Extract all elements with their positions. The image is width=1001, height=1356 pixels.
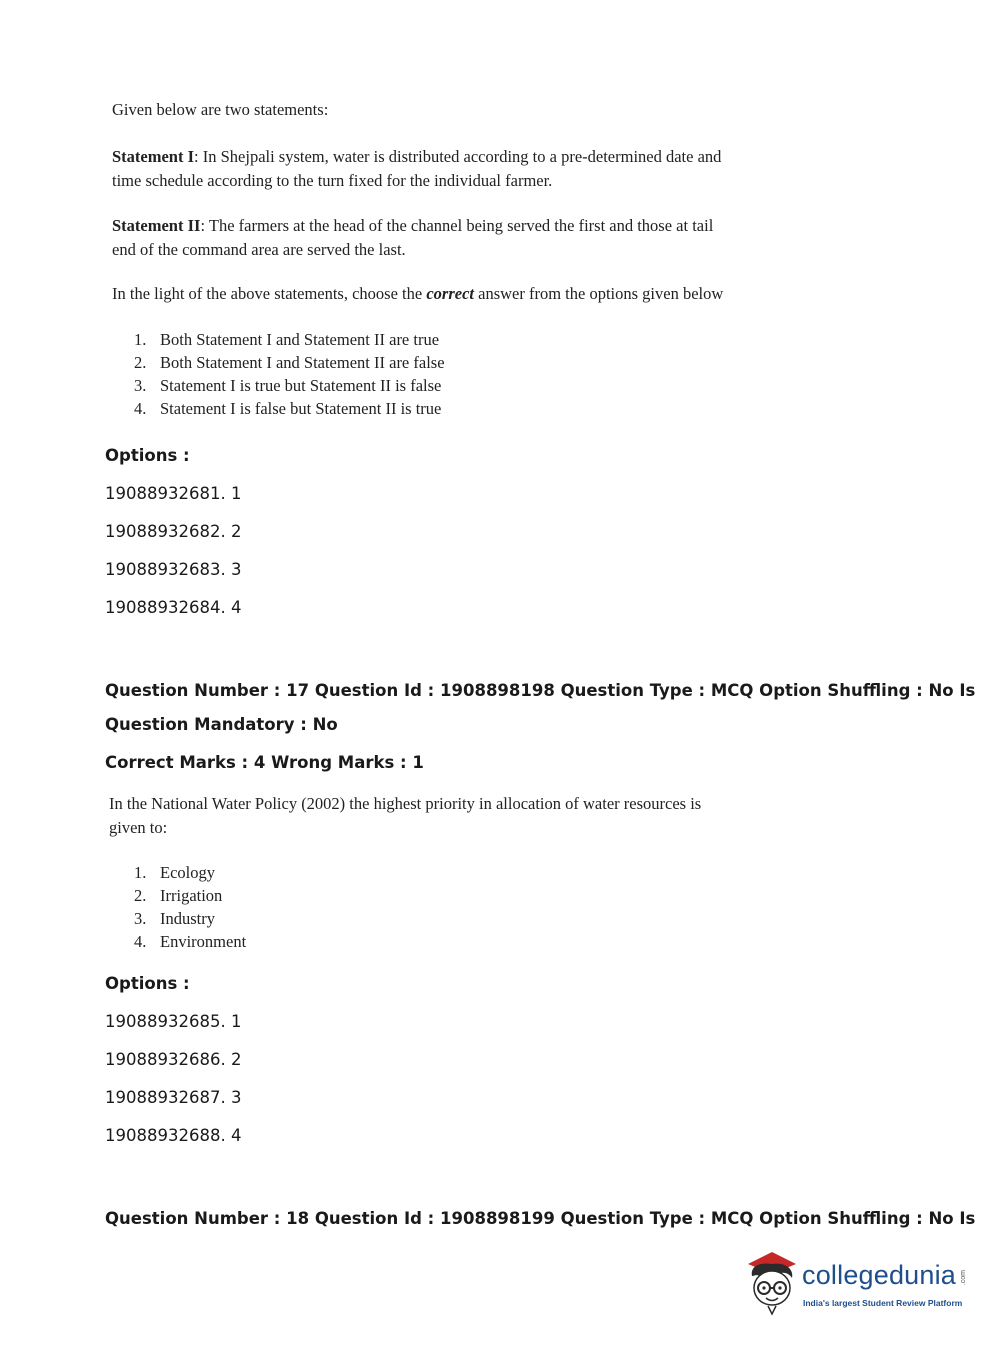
option-line: 19088932683. 3: [105, 560, 242, 579]
choice-text: Both Statement I and Statement II are true: [160, 330, 440, 349]
statement-two-label: Statement II: [112, 216, 201, 235]
options-heading: Options :: [105, 974, 190, 993]
logo-tagline: India's largest Student Review Platform: [803, 1298, 963, 1308]
statement-choice-list: [134, 328, 445, 420]
choice-number: 2.: [134, 886, 147, 905]
choice-text: Irrigation: [160, 886, 223, 905]
question-header: Question Number : 18 Question Id : 1908898199 Question Type : MCQ Option Shuffling : No Is: [105, 1209, 976, 1228]
statement-two: [112, 214, 732, 262]
choice-item: [134, 351, 445, 374]
choice-number: 2.: [134, 353, 147, 372]
choice-number: 3.: [134, 909, 147, 928]
instruction-text: [112, 284, 723, 304]
choice-item: [134, 861, 246, 884]
choice-text: Industry: [160, 909, 215, 928]
choice-item: [134, 884, 246, 907]
choice-text: Ecology: [160, 863, 215, 882]
choice-number: 1.: [134, 330, 147, 349]
choice-item: [134, 374, 445, 397]
option-line: 19088932685. 1: [105, 1012, 242, 1031]
statement-two-text: : The farmers at the head of the channel being served the first and those at tail end of the command area are served the last.: [112, 216, 714, 259]
choice-number: 4.: [134, 932, 147, 951]
question-mandatory: Question Mandatory : No: [105, 715, 338, 734]
choice-number: 1.: [134, 863, 147, 882]
logo-wordmark: collegedunia: [802, 1260, 957, 1290]
option-line: 19088932686. 2: [105, 1050, 242, 1069]
choice-text: Statement I is false but Statement II is true: [160, 399, 442, 418]
option-line: 19088932687. 3: [105, 1088, 242, 1107]
statement-one-text: : In Shejpali system, water is distributed according to a pre-determined date and time schedule according to the turn fixed for the individual farmer.: [112, 147, 722, 190]
choice-number: 4.: [134, 399, 147, 418]
choice-text: Environment: [160, 932, 247, 951]
option-line: 19088932681. 1: [105, 484, 242, 503]
options-heading: Options :: [105, 446, 190, 465]
option-line: 19088932688. 4: [105, 1126, 242, 1145]
choice-item: [134, 397, 445, 420]
question-header: Question Number : 17 Question Id : 1908898198 Question Type : MCQ Option Shuffling : No Is: [105, 681, 976, 700]
statement-one-label: Statement I: [112, 147, 195, 166]
choice-item: [134, 907, 246, 930]
question-intro: Given below are two statements:: [112, 100, 329, 119]
instruction-pre: In the light of the above statements, choose the: [112, 284, 427, 303]
choice-item: [134, 930, 246, 953]
choice-text: Both Statement I and Statement II are false: [160, 353, 445, 372]
mascot-icon: [742, 1250, 802, 1316]
answer-choice-list: [134, 861, 246, 953]
choice-text: Statement I is true but Statement II is false: [160, 376, 442, 395]
instruction-post: answer from the options given below: [474, 284, 724, 303]
option-line: 19088932682. 2: [105, 522, 242, 541]
logo-domain-suffix: .com: [960, 1270, 967, 1286]
choice-item: [134, 328, 445, 351]
instruction-emphasis: correct: [426, 284, 474, 303]
option-line: 19088932684. 4: [105, 598, 242, 617]
question-text: In the National Water Policy (2002) the highest priority in allocation of water resources is given to:: [109, 794, 702, 837]
collegedunia-logo: [742, 1250, 972, 1320]
choice-number: 3.: [134, 376, 147, 395]
statement-one: [112, 145, 732, 193]
question-marks: Correct Marks : 4 Wrong Marks : 1: [105, 753, 424, 772]
